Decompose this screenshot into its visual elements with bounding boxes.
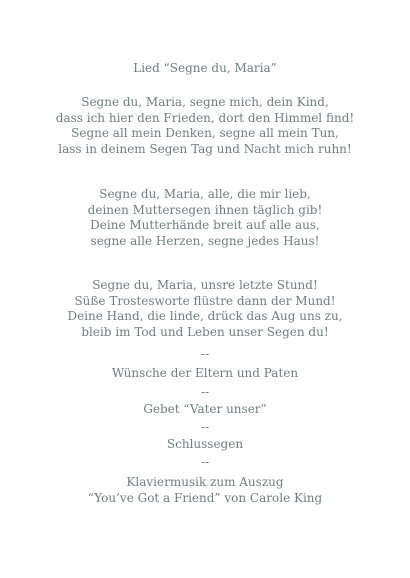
- stanza-1-line-3: Segne all mein Denken, segne all mein Tun,: [71, 126, 339, 141]
- separator-4: [0, 455, 410, 471]
- closing-line-1: Klaviermusik zum Auszug: [126, 475, 284, 489]
- stanza-1-line-4: lass in deinem Segen Tag und Nacht mich ruhn!: [58, 141, 352, 156]
- stanza-2: [0, 187, 410, 249]
- separator-3: [0, 420, 410, 436]
- prayer-item: [0, 402, 410, 418]
- stanza-2-line-4: segne alle Herzen, segne jedes Haus!: [90, 233, 320, 248]
- stanza-2-line-2: deinen Muttersegen ihnen täglich gib!: [87, 202, 323, 217]
- stanza-2-line-1: Segne du, Maria, alle, die mir lieb,: [99, 187, 311, 201]
- stanza-3-line-1: Segne du, Maria, unsre letzte Stund!: [92, 278, 318, 292]
- closing-line-2: “You’ve Got a Friend” von Carole King: [87, 490, 323, 505]
- closing-music: [0, 475, 410, 506]
- stanza-3: [0, 278, 410, 340]
- stanza-1-line-1: Segne du, Maria, segne mich, dein Kind,: [81, 95, 329, 109]
- stanza-2-line-3: Deine Mutterhände breit auf alle aus,: [90, 218, 320, 233]
- separator-2: [0, 385, 410, 401]
- song-title: [0, 61, 410, 77]
- stanza-1-line-2: dass ich hier den Frieden, dort den Himmel find!: [55, 110, 355, 125]
- prayer-text: Gebet “Vater unser”: [143, 402, 267, 416]
- separator-text: --: [200, 420, 210, 434]
- stanza-3-line-2: Süße Trostesworte flüstre dann der Mund!: [74, 293, 336, 308]
- stanza-3-line-4: bleib im Tod und Leben unser Segen du!: [81, 324, 329, 339]
- separator-1: [0, 347, 410, 363]
- separator-text: --: [200, 455, 210, 469]
- stanza-1: [0, 95, 410, 157]
- blessing-item: [0, 437, 410, 453]
- song-title-text: Lied “Segne du, Maria”: [133, 61, 277, 75]
- wishes-item: [0, 366, 410, 382]
- wishes-text: Wünsche der Eltern und Paten: [111, 366, 299, 380]
- stanza-3-line-3: Deine Hand, die linde, drück das Aug uns zu,: [67, 309, 343, 324]
- separator-text: --: [200, 347, 210, 361]
- blessing-text: Schlussegen: [166, 437, 244, 451]
- separator-text: --: [200, 385, 210, 399]
